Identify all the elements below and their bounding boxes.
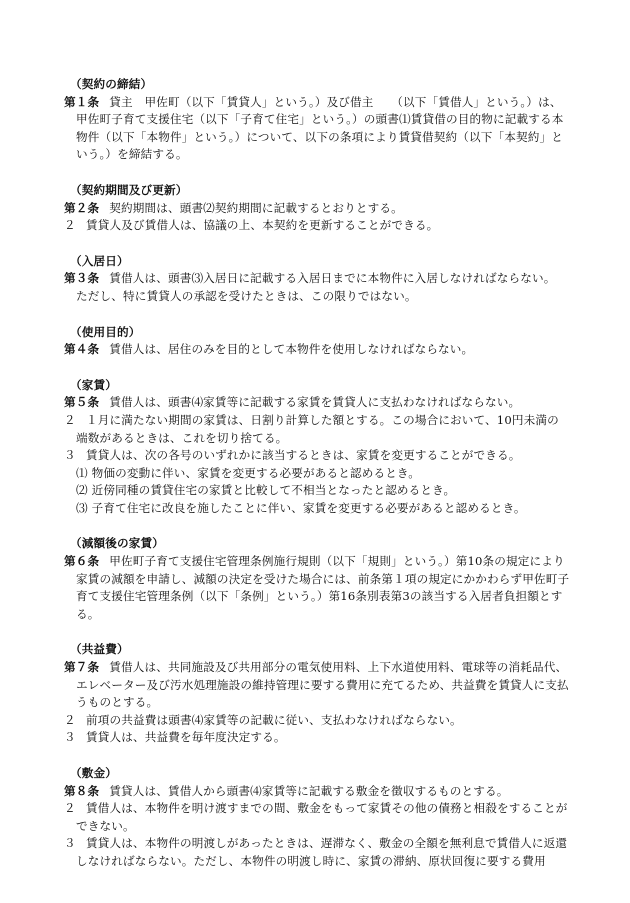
paragraph-text: 前項の共益費は頭書⑷家賃等の記載に従い、支払わなければならない。 — [86, 712, 462, 727]
article-caption: （使用目的） — [70, 324, 141, 339]
paragraph-text: 賃借人は、本物件を明け渡すまでの間、敷金をもって家賃その他の債務と相殺をすることができない。 — [76, 801, 568, 833]
article-number: 第６条 — [64, 554, 100, 569]
paragraph-text: １月に満たない期間の家賃は、日割り計算した額とする。この場合において、10円未満の端数があるときは、これを切り捨てる。 — [76, 412, 559, 445]
article-2 — [64, 182, 570, 235]
article-3 — [64, 253, 570, 306]
paragraph-number: ２ — [64, 801, 76, 816]
paragraph-text: 賃貸人は、本物件の明渡しがあったときは、遅滞なく、敷金の全額を無利息で賃借人に返還しなければならない。ただし、本物件の明渡し時に、家賃の滞納、原状回復に要する費用 — [76, 836, 568, 868]
item-number: ⑵ — [76, 483, 88, 498]
article-text: 賃借人は、共同施設及び共用部分の電気使用料、上下水道使用料、電球等の消耗品代、エレベーター及び汚水処理施設の維持管理に要する費用に充てるため、共益費を賃貸人に支払うものとする。 — [76, 660, 569, 710]
article-1 — [64, 76, 570, 164]
list-item — [64, 482, 570, 500]
article-caption: （共益費） — [70, 642, 129, 657]
article-caption: （契約の締結） — [70, 77, 153, 91]
article-text: 賃貸人は、賃借人から頭書⑷家賃等に記載する敷金を徴収するものとする。 — [109, 783, 509, 798]
article-caption: （家賃） — [70, 377, 117, 392]
paragraph-number: ３ — [64, 836, 76, 851]
paragraph — [64, 412, 570, 447]
paragraph-text: 賃貸人は、共益費を毎年度決定する。 — [86, 730, 286, 745]
article-number: 第４条 — [64, 342, 100, 357]
article-body — [64, 94, 570, 164]
item-number: ⑶ — [76, 500, 88, 515]
paragraph — [64, 447, 570, 465]
item-text: 物価の変動に伴い、家賃を変更する必要があると認めるとき。 — [91, 465, 420, 480]
list-item — [64, 465, 570, 483]
article-text: 賃借人は、頭書⑶入居日に記載する入居日までに本物件に入居しなければならない。 — [109, 271, 556, 286]
paragraph-number: ３ — [64, 448, 76, 463]
article-body — [64, 200, 570, 218]
item-text: 子育て住宅に改良を施したことに伴い、家賃を変更する必要があると認めるとき。 — [91, 500, 526, 515]
article-text: 甲佐町子育て支援住宅管理条例施行規則（以下「規則」という。）第10条の規定により家賃の減額を申請し、減額の決定を受けた場合には、前条第１項の規定にかかわらず甲佐町子育て支援住宅管理条例（以下「条例」という。）第16条別表第3の該当する入居者負担額とする。 — [76, 554, 570, 621]
article-number: 第５条 — [64, 395, 100, 410]
article-6 — [64, 535, 570, 623]
article-text: 貸主 甲佐町（以下「賃貸人」という。）及び借主 （以下「賃借人」という。）は、甲佐町子育て支援住宅（以下「子育て住宅」という。）の頭書⑴賃貸借の目的物に記載する本物件（以下「本物件」という。）について、以下の条項により賃貸借契約（以下「本契約」という。）を締結する。 — [76, 94, 564, 162]
article-caption: （敷金） — [70, 766, 117, 780]
article-caption: （減額後の家賃） — [70, 536, 164, 551]
paragraph-text: 賃貸人は、次の各号のいずれかに該当するときは、家賃を変更することができる。 — [86, 448, 521, 463]
paragraph — [64, 835, 570, 870]
article-body — [64, 553, 570, 623]
paragraph-number: ２ — [64, 412, 76, 427]
article-5 — [64, 377, 570, 518]
contract-document — [64, 76, 570, 889]
article-number: 第１条 — [64, 94, 100, 109]
article-number: 第３条 — [64, 271, 100, 286]
paragraph — [64, 800, 570, 835]
article-body — [64, 659, 570, 712]
article-number: 第８条 — [64, 783, 100, 798]
article-body — [64, 341, 570, 359]
article-number: 第７条 — [64, 660, 100, 675]
article-number: 第２条 — [64, 200, 100, 215]
list-item — [64, 500, 570, 518]
paragraph-number: ３ — [64, 730, 76, 745]
article-text: 賃借人は、頭書⑷家賃等に記載する家賃を賃貸人に支払わなければならない。 — [109, 395, 521, 410]
item-number: ⑴ — [76, 465, 88, 480]
paragraph-text: 賃貸人及び賃借人は、協議の上、本契約を更新することができる。 — [86, 218, 439, 233]
paragraph-number: ２ — [64, 712, 76, 727]
article-8 — [64, 765, 570, 871]
article-text: 契約期間は、頭書⑵契約期間に記載するとおりとする。 — [109, 200, 403, 215]
article-caption: （入居日） — [70, 253, 129, 268]
article-7 — [64, 641, 570, 747]
article-text: 賃借人は、居住のみを目的として本物件を使用しなければならない。 — [109, 342, 474, 357]
article-body — [64, 270, 570, 288]
paragraph — [64, 729, 570, 747]
item-text: 近傍同種の賃貸住宅の家賃と比較して不相当となったと認めるとき。 — [91, 483, 456, 498]
paragraph-number: ２ — [64, 218, 76, 233]
article-body — [64, 783, 570, 801]
paragraph — [64, 712, 570, 730]
article-4 — [64, 324, 570, 359]
paragraph — [64, 217, 570, 235]
article-continuation: ただし、特に賃貸人の承認を受けたときは、この限りではない。 — [76, 288, 417, 303]
article-caption: （契約期間及び更新） — [70, 182, 188, 197]
article-body — [64, 394, 570, 412]
